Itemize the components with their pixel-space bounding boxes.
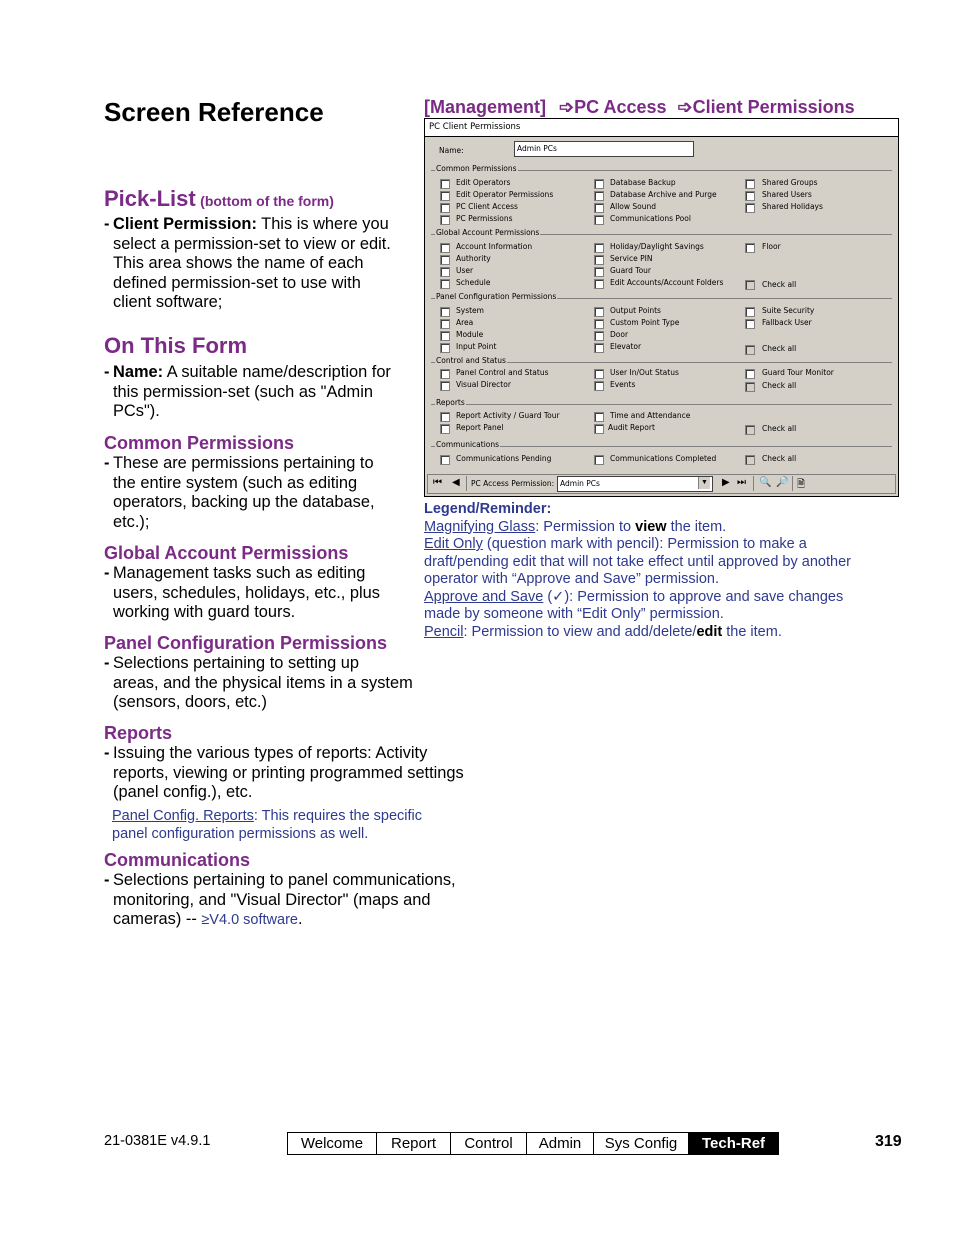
search-next-icon[interactable]: 🔎 — [776, 477, 789, 488]
checkbox-communications-pool[interactable] — [594, 215, 604, 225]
checkbox-edit-operators[interactable] — [440, 179, 450, 189]
reports-note: Panel Config. Reports: This requires the specific panel configuration permissions as well. — [112, 807, 423, 842]
navigation-bar — [427, 474, 896, 494]
checkbox-fallback-user[interactable] — [745, 319, 755, 329]
legend-edit-only: Edit Only (question mark with pencil): Permission to make a draft/pending edit that will not take effect until approved by another operator with “Approve and Save” permission. — [424, 536, 851, 587]
panel-config-reports-link[interactable]: Panel Config. Reports — [112, 807, 254, 824]
checkbox-custom-point-type[interactable] — [594, 319, 604, 329]
label-suite-security: Suite Security — [762, 306, 815, 315]
next-record-icon[interactable]: ▶ — [722, 477, 730, 488]
group-panel: Panel Configuration Permissions — [436, 292, 557, 301]
page-number: 319 — [875, 1133, 902, 1150]
picklist-bullet: - Client Permission: This is where you select a permission-set to view or edit. This area shows the name of each defined permission-set to use with client software; — [104, 215, 391, 312]
label-check-all-global: Check all — [762, 280, 797, 289]
checkbox-schedule[interactable] — [440, 279, 450, 289]
label-edit-accounts: Edit Accounts/Account Folders — [610, 278, 724, 287]
checkbox-panel-control[interactable] — [440, 369, 450, 379]
label-database-backup: Database Backup — [610, 178, 676, 187]
comms-bullet: - Selections pertaining to panel communications, monitoring, and "Visual Director" (maps and cameras) -- ≥V4.0 software. — [104, 871, 456, 929]
panel-bullet: - Selections pertaining to setting up areas, and the physical items in a system (sensors, doors, etc.) — [104, 654, 413, 712]
checkbox-input-point[interactable] — [440, 343, 450, 353]
label-check-all-comms: Check all — [762, 454, 797, 463]
checkbox-edit-operator-permissions[interactable] — [440, 191, 450, 201]
label-check-all-reports: Check all — [762, 424, 797, 433]
checkbox-pc-client-access[interactable] — [440, 203, 450, 213]
tab-control[interactable]: Control — [451, 1133, 527, 1154]
label-user-inout: User In/Out Status — [610, 368, 679, 377]
label-shared-groups: Shared Groups — [762, 178, 818, 187]
checkbox-system[interactable] — [440, 307, 450, 317]
picklist-heading: Pick-List — [104, 186, 196, 211]
label-report-activity: Report Activity / Guard Tour — [456, 411, 560, 420]
checkbox-events[interactable] — [594, 381, 604, 391]
checkbox-report-activity[interactable] — [440, 412, 450, 422]
common-section — [104, 433, 375, 532]
checkbox-elevator[interactable] — [594, 343, 604, 353]
first-record-icon[interactable]: ⏮ — [433, 477, 442, 488]
comms-section — [104, 850, 456, 931]
breadcrumb-management: [Management] — [424, 97, 547, 117]
checkbox-comms-completed[interactable] — [594, 455, 604, 465]
label-output-points: Output Points — [610, 306, 661, 315]
checkbox-account-information[interactable] — [440, 243, 450, 253]
tab-tech-ref[interactable]: Tech-Ref — [689, 1133, 778, 1154]
legend-pencil: Pencil: Permission to view and add/delete/edit the item. — [424, 623, 782, 640]
checkbox-database-archive[interactable] — [594, 191, 604, 201]
panel-heading: Panel Configuration Permissions — [104, 633, 388, 653]
picklist-subheading: (bottom of the form) — [200, 193, 334, 209]
reports-section — [104, 723, 464, 843]
checkbox-area[interactable] — [440, 319, 450, 329]
onform-section — [104, 333, 414, 422]
checkbox-check-all-comms[interactable] — [745, 455, 755, 465]
label-visual-director: Visual Director — [456, 380, 511, 389]
tab-report[interactable]: Report — [377, 1133, 451, 1154]
global-section — [104, 543, 380, 623]
binoculars-icon[interactable]: 🔍 — [759, 477, 772, 488]
onform-heading: On This Form — [104, 333, 247, 358]
label-guard-tour: Guard Tour — [610, 266, 651, 275]
pc-access-permission-label: PC Access Permission: — [471, 479, 555, 488]
label-door: Door — [610, 330, 629, 339]
checkbox-check-all-global[interactable] — [745, 280, 755, 290]
group-comms: Communications — [436, 440, 500, 449]
reports-bullet: - Issuing the various types of reports: Activity reports, viewing or printing programmed settings (panel config.), etc. — [104, 744, 464, 802]
doc-id: 21-0381E v4.9.1 — [104, 1133, 211, 1149]
tab-admin[interactable]: Admin — [527, 1133, 594, 1154]
label-pc-client-access: PC Client Access — [456, 202, 518, 211]
checkbox-module[interactable] — [440, 331, 450, 341]
checkbox-user[interactable] — [440, 267, 450, 277]
label-area: Area — [456, 318, 474, 327]
label-shared-users: Shared Users — [762, 190, 812, 199]
checkbox-pc-permissions[interactable] — [440, 215, 450, 225]
name-label: Name: — [439, 146, 464, 155]
reports-heading: Reports — [104, 723, 173, 743]
global-bullet: - Management tasks such as editing users, schedules, holidays, etc., plus working with guard tours. — [104, 564, 380, 622]
arrow-icon: ➩ — [559, 97, 575, 117]
legend-approve-save: Approve and Save (✓): Permission to approve and save changes made by someone with “Edit Only” permission. — [424, 588, 844, 622]
checkbox-time-attendance[interactable] — [594, 412, 604, 422]
tab-sys-config[interactable]: Sys Config — [594, 1133, 689, 1154]
label-edit-operator-permissions: Edit Operator Permissions — [456, 190, 554, 199]
checkbox-authority[interactable] — [440, 255, 450, 265]
onform-bullet: - Name: A suitable name/description for this permission-set (such as "Admin PCs"). — [104, 363, 391, 421]
label-check-all-panel: Check all — [762, 344, 797, 353]
page-title: Screen Reference — [104, 97, 324, 127]
group-common: Common Permissions — [436, 164, 517, 173]
checkbox-user-inout[interactable] — [594, 369, 604, 379]
label-pc-permissions: PC Permissions — [456, 214, 513, 223]
label-holiday-savings: Holiday/Daylight Savings — [610, 242, 704, 251]
checkbox-edit-accounts[interactable] — [594, 279, 604, 289]
checkbox-comms-pending[interactable] — [440, 455, 450, 465]
checkbox-guard-tour-monitor[interactable] — [745, 369, 755, 379]
comms-heading: Communications — [104, 850, 251, 870]
checkbox-check-all-reports[interactable] — [745, 425, 755, 435]
label-report-panel: Report Panel — [456, 423, 504, 432]
label-comms-completed: Communications Completed — [610, 454, 717, 463]
name-input[interactable]: Admin PCs — [514, 141, 694, 157]
new-record-icon[interactable]: 🗎 — [797, 479, 806, 490]
label-user: User — [456, 266, 474, 275]
group-control: Control and Status — [436, 356, 506, 365]
panel-section — [104, 633, 413, 713]
checkbox-check-all-panel[interactable] — [745, 345, 755, 355]
pc-access-permission-select[interactable]: Admin PCs — [557, 476, 713, 492]
label-comms-pending: Communications Pending — [456, 454, 552, 463]
label-shared-holidays: Shared Holidays — [762, 202, 823, 211]
common-heading: Common Permissions — [104, 433, 295, 453]
label-authority: Authority — [456, 254, 491, 263]
label-time-attendance: Time and Attendance — [610, 411, 691, 420]
checkbox-shared-holidays[interactable] — [745, 203, 755, 213]
checkbox-allow-sound[interactable] — [594, 203, 604, 213]
label-database-archive: Database Archive and Purge — [610, 190, 717, 199]
legend-title: Legend/Reminder: — [424, 501, 552, 517]
checkbox-database-backup[interactable] — [594, 179, 604, 189]
checkbox-holiday-savings[interactable] — [594, 243, 604, 253]
label-edit-operators: Edit Operators — [456, 178, 511, 187]
checkbox-check-all-control[interactable] — [745, 382, 755, 392]
common-bullet: - These are permissions pertaining to the entire system (such as editing operators, backing up the database, etc.); — [104, 454, 375, 531]
label-guard-tour-monitor: Guard Tour Monitor — [762, 368, 834, 377]
group-global: Global Account Permissions — [436, 228, 540, 237]
checkbox-output-points[interactable] — [594, 307, 604, 317]
legend — [424, 501, 894, 641]
checkbox-service-pin[interactable] — [594, 255, 604, 265]
picklist-section — [104, 186, 414, 313]
label-elevator: Elevator — [610, 342, 642, 351]
checkbox-audit-report[interactable] — [594, 424, 604, 434]
checkbox-guard-tour[interactable] — [594, 267, 604, 277]
pc-client-permissions-window — [424, 118, 899, 497]
checkbox-suite-security[interactable] — [745, 307, 755, 317]
label-system: System — [456, 306, 484, 315]
checkbox-floor[interactable] — [745, 243, 755, 253]
group-reports: Reports — [436, 398, 465, 407]
label-service-pin: Service PIN — [610, 254, 653, 263]
window-title: PC Client Permissions — [425, 119, 898, 137]
label-events: Events — [610, 380, 636, 389]
breadcrumb-pc-access: PC Access — [574, 97, 667, 117]
label-custom-point-type: Custom Point Type — [610, 318, 680, 327]
label-communications-pool: Communications Pool — [610, 214, 691, 223]
label-schedule: Schedule — [456, 278, 491, 287]
footer-tab-bar — [287, 1132, 779, 1155]
arrow-icon: ➩ — [677, 97, 693, 117]
version-note: ≥V4.0 software — [201, 912, 298, 929]
label-check-all-control: Check all — [762, 381, 797, 390]
legend-magnifying-glass: Magnifying Glass: Permission to view the item. — [424, 518, 727, 535]
label-input-point: Input Point — [456, 342, 497, 351]
global-heading: Global Account Permissions — [104, 543, 349, 563]
checkbox-shared-groups[interactable] — [745, 179, 755, 189]
checkbox-door[interactable] — [594, 331, 604, 341]
dropdown-arrow-icon[interactable]: ▼ — [698, 477, 710, 489]
checkbox-shared-users[interactable] — [745, 191, 755, 201]
label-module: Module — [456, 330, 484, 339]
label-fallback-user: Fallback User — [762, 318, 812, 327]
checkbox-report-panel[interactable] — [440, 424, 450, 434]
previous-record-icon[interactable]: ◀ — [452, 477, 460, 488]
label-allow-sound: Allow Sound — [610, 202, 657, 211]
label-audit-report: Audit Report — [608, 423, 655, 432]
label-floor: Floor — [762, 242, 781, 251]
label-account-information: Account Information — [456, 242, 533, 251]
checkbox-visual-director[interactable] — [440, 381, 450, 391]
last-record-icon[interactable]: ⏭ — [737, 477, 746, 488]
tab-welcome[interactable]: Welcome — [288, 1133, 377, 1154]
breadcrumb — [424, 97, 899, 120]
breadcrumb-client-permissions: Client Permissions — [692, 97, 855, 117]
label-panel-control: Panel Control and Status — [456, 368, 549, 377]
